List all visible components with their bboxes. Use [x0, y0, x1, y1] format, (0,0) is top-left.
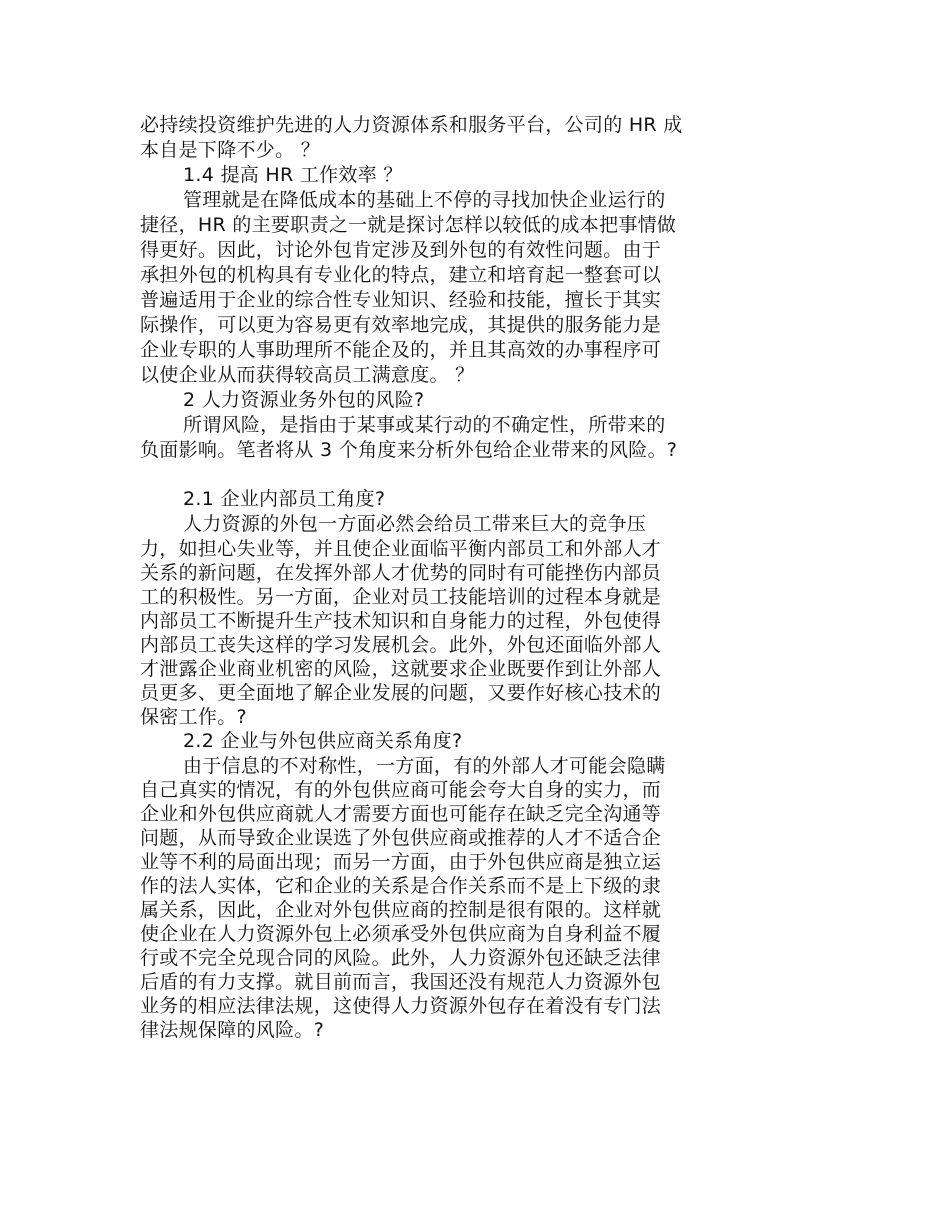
- paragraph-line: 后盾的有力支撑。就目前而言，我国还没有规范人力资源外包: [140, 971, 662, 993]
- paragraph-line: 属关系，因此，企业对外包供应商的控制是很有限的。这样就: [140, 899, 662, 921]
- paragraph-line: 力，如担心失业等，并且使企业面临平衡内部员工和外部人才: [140, 538, 662, 560]
- document-page: [140, 113, 750, 1042]
- paragraph-line: 企业和外包供应商就人才需要方面也可能存在缺乏完全沟通等: [140, 803, 662, 825]
- section-heading: 1.4 提高 HR 工作效率 ？: [183, 164, 403, 186]
- paragraph-line: 际操作，可以更为容易更有效率地完成，其提供的服务能力是: [140, 314, 662, 336]
- paragraph-line: 使企业在人力资源外包上必须承受外包供应商为自身利益不履: [140, 923, 662, 945]
- section-heading: 2.2 企业与外包供应商关系角度?: [183, 730, 463, 752]
- section-heading: 2 人力资源业务外包的风险?: [183, 389, 425, 411]
- paragraph-line: 律法规保障的风险。?: [140, 1019, 325, 1041]
- paragraph-line: 承担外包的机构具有专业化的特点，建立和培育起一整套可以: [140, 264, 662, 286]
- paragraph-line: 捷径，HR 的主要职责之一就是探讨怎样以较低的成本把事情做: [140, 214, 677, 236]
- paragraph-line: 管理就是在降低成本的基础上不停的寻找加快企业运行的: [183, 189, 666, 211]
- paragraph-line: 内部员工丧失这样的学习发展机会。此外，外包还面临外部人: [140, 634, 662, 656]
- blank-line: [140, 463, 750, 487]
- paragraph-line: 保密工作。?: [140, 706, 247, 728]
- paragraph-line: 以使企业从而获得较高员工满意度。 ？: [140, 364, 475, 386]
- paragraph-line: 由于信息的不对称性，一方面，有的外部人才可能会隐瞒: [183, 755, 666, 777]
- paragraph-line: 问题，从而导致企业误选了外包供应商或推荐的人才不适合企: [140, 827, 662, 849]
- paragraph-line: 普遍适用于企业的综合性专业知识、经验和技能，擅长于其实: [140, 289, 662, 311]
- paragraph-line: 自己真实的情况，有的外包供应商可能会夸大自身的实力，而: [140, 779, 662, 801]
- paragraph-line: 人力资源的外包一方面必然会给员工带来巨大的竞争压: [183, 513, 647, 535]
- paragraph-line: 企业专职的人事助理所不能企及的，并且其高效的办事程序可: [140, 339, 662, 361]
- paragraph-line: 业等不利的局面出现；而另一方面，由于外包供应商是独立运: [140, 851, 662, 873]
- paragraph-line: 工的积极性。另一方面，企业对员工技能培训的过程本身就是: [140, 586, 662, 608]
- paragraph-line: 业务的相应法律法规，这使得人力资源外包存在着没有专门法: [140, 995, 662, 1017]
- paragraph-line: 行或不完全兑现合同的风险。此外，人力资源外包还缺乏法律: [140, 947, 662, 969]
- section-heading: 2.1 企业内部员工角度?: [183, 488, 386, 510]
- paragraph-line: 关系的新问题，在发挥外部人才优势的同时有可能挫伤内部员: [140, 562, 662, 584]
- paragraph-line: 所谓风险，是指由于某事或某行动的不确定性，所带来的: [183, 414, 666, 436]
- paragraph-line: 内部员工不断提升生产技术知识和自身能力的过程，外包使得: [140, 610, 662, 632]
- paragraph-line: 必持续投资维护先进的人力资源体系和服务平台，公司的 HR 成: [140, 114, 683, 136]
- paragraph-line: 作的法人实体，它和企业的关系是合作关系而不是上下级的隶: [140, 875, 662, 897]
- paragraph-line: 员更多、更全面地了解企业发展的问题，又要作好核心技术的: [140, 682, 662, 704]
- paragraph-line: 负面影响。笔者将从 3 个角度来分析外包给企业带来的风险。?: [140, 439, 678, 461]
- paragraph-line: 本自是下降不少。 ？: [140, 139, 321, 161]
- paragraph-line: 得更好。因此，讨论外包肯定涉及到外包的有效性问题。由于: [140, 239, 662, 261]
- paragraph-line: 才泄露企业商业机密的风险，这就要求企业既要作到让外部人: [140, 658, 662, 680]
